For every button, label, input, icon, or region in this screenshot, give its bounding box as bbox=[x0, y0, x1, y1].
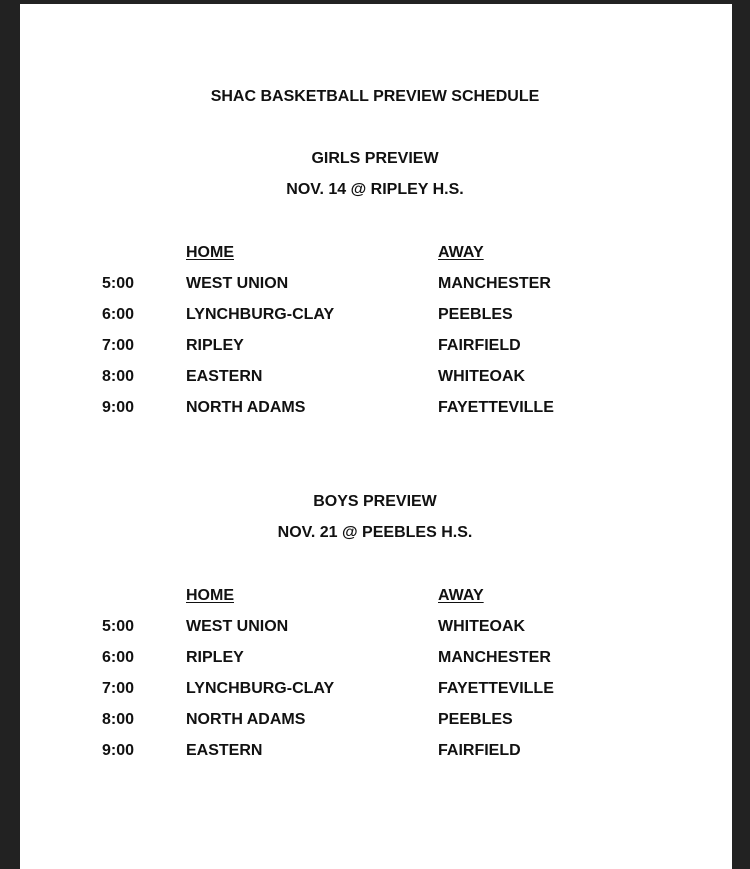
away-team: MANCHESTER bbox=[438, 649, 551, 666]
boys-home-header: HOME bbox=[186, 587, 234, 604]
away-team: WHITEOAK bbox=[438, 368, 526, 385]
game-time: 8:00 bbox=[102, 711, 135, 728]
home-team: RIPLEY bbox=[186, 649, 244, 666]
boys-away-header: AWAY bbox=[438, 587, 484, 604]
girls-away-header: AWAY bbox=[438, 244, 484, 261]
game-time: 9:00 bbox=[102, 399, 135, 416]
home-team: WEST UNION bbox=[186, 618, 289, 635]
document-page bbox=[20, 4, 732, 869]
game-time: 5:00 bbox=[102, 618, 135, 635]
boys-preview-heading: BOYS PREVIEW bbox=[313, 493, 437, 510]
game-time: 8:00 bbox=[102, 368, 135, 385]
girls-home-header: HOME bbox=[186, 244, 234, 261]
away-team: MANCHESTER bbox=[438, 275, 551, 292]
away-team: FAYETTEVILLE bbox=[438, 680, 554, 697]
home-team: NORTH ADAMS bbox=[186, 711, 306, 728]
game-time: 9:00 bbox=[102, 742, 135, 759]
girls-preview-heading: GIRLS PREVIEW bbox=[311, 150, 439, 167]
game-time: 7:00 bbox=[102, 337, 135, 354]
away-team: PEEBLES bbox=[438, 306, 513, 323]
away-team: PEEBLES bbox=[438, 711, 513, 728]
game-time: 6:00 bbox=[102, 649, 135, 666]
home-team: WEST UNION bbox=[186, 275, 289, 292]
document-title: SHAC BASKETBALL PREVIEW SCHEDULE bbox=[210, 88, 540, 105]
game-time: 6:00 bbox=[102, 306, 135, 323]
home-team: LYNCHBURG-CLAY bbox=[186, 680, 335, 697]
home-team: LYNCHBURG-CLAY bbox=[186, 306, 335, 323]
away-team: FAIRFIELD bbox=[438, 742, 521, 759]
home-team: NORTH ADAMS bbox=[186, 399, 306, 416]
away-team: WHITEOAK bbox=[438, 618, 526, 635]
home-team: EASTERN bbox=[186, 742, 263, 759]
game-time: 5:00 bbox=[102, 275, 135, 292]
game-time: 7:00 bbox=[102, 680, 135, 697]
away-team: FAYETTEVILLE bbox=[438, 399, 554, 416]
away-team: FAIRFIELD bbox=[438, 337, 521, 354]
girls-preview-date-location: NOV. 14 @ RIPLEY H.S. bbox=[286, 181, 464, 198]
home-team: EASTERN bbox=[186, 368, 263, 385]
home-team: RIPLEY bbox=[186, 337, 244, 354]
boys-preview-date-location: NOV. 21 @ PEEBLES H.S. bbox=[277, 524, 473, 541]
